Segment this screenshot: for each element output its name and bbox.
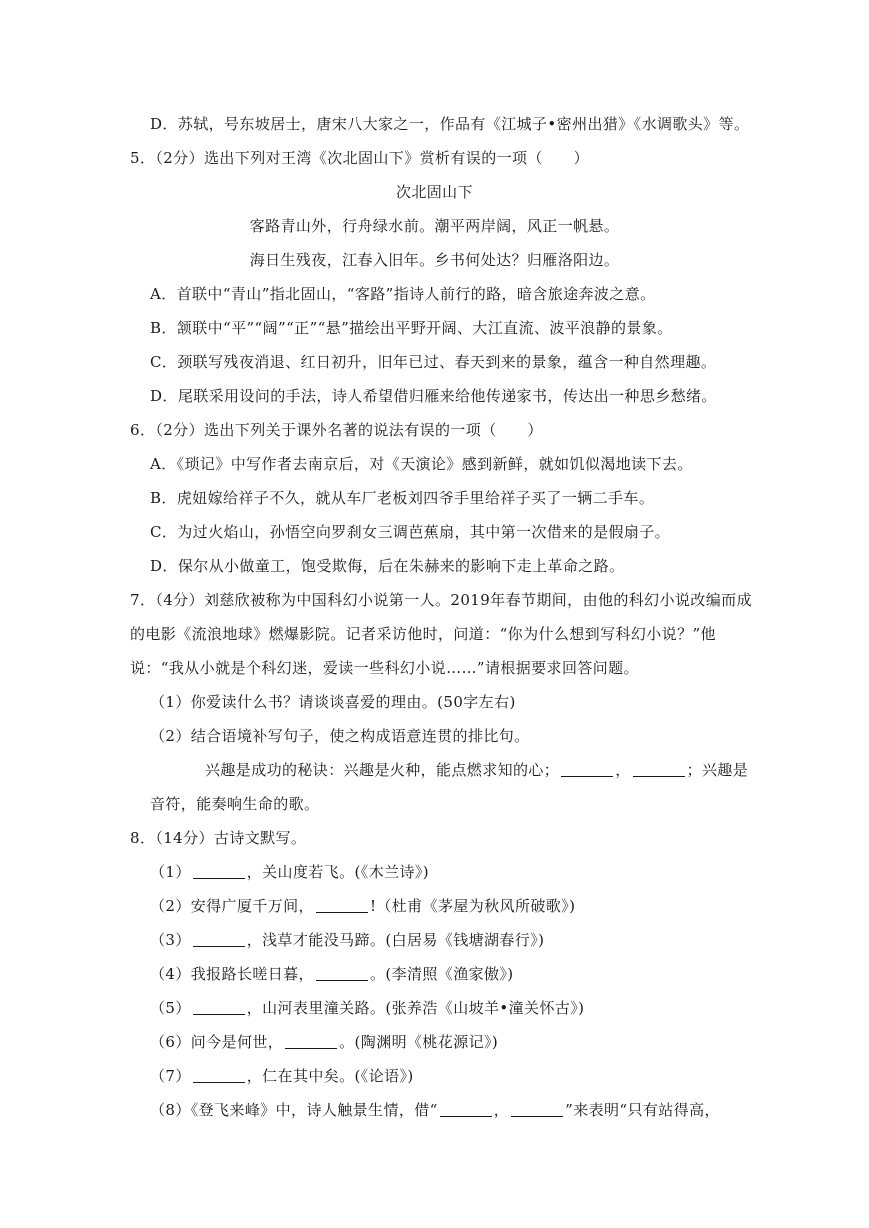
item-text: ，关山度若飞。(《木兰诗》) [246, 863, 430, 881]
answer-blank[interactable] [285, 1034, 337, 1049]
q7-sub-1: （1）你爱读什么书？请谈谈喜爱的理由。(50字左右) [150, 693, 516, 711]
item-text: ，浅草才能没马蹄。(白居易《钱塘湖春行》) [246, 931, 545, 949]
passage-tail: ；兴趣是 [686, 761, 749, 779]
item-text: ，山河表里潼关路。(张养浩《山坡羊•潼关怀古》) [246, 999, 585, 1017]
item-text: 。(李清照《渔家傲》) [369, 965, 514, 983]
passage-separator: ， [615, 761, 631, 779]
item-number: （3） [150, 931, 191, 949]
item-text: 。(陶渊明《桃花源记》) [339, 1033, 499, 1051]
item-text: !（杜甫《茅屋为秋风所破歌》) [369, 897, 576, 915]
question-5-stem: 5．（2分）选出下列对王湾《次北固山下》赏析有误的一项（ ） [130, 149, 589, 167]
answer-blank[interactable] [440, 1102, 492, 1117]
q5-option-a: A．首联中“青山”指北固山，“客路”指诗人前行的路，暗含旅途奔波之意。 [150, 285, 656, 303]
q6-option-c: C．为过火焰山，孙悟空向罗刹女三调芭蕉扇，其中第一次借来的是假扇子。 [150, 523, 671, 541]
q7-sub-2-passage-line-2: 音符，能奏响生命的歌。 [150, 795, 320, 813]
answer-blank[interactable] [316, 898, 368, 913]
q8-item-7 [150, 1066, 414, 1086]
item-text: （8）《登飞来峰》中，诗人触景生情，借“ [150, 1101, 438, 1119]
q7-sub-2: （2）结合语境补写句子，使之构成语意连贯的排比句。 [150, 727, 530, 745]
question-6-stem: 6．（2分）选出下列关于课外名著的说法有误的一项（ ） [130, 421, 543, 439]
item-text: ，仁在其中矣。(《论语》) [246, 1067, 414, 1085]
q5-option-c: C．颈联写残夜消退、红日初升，旧年已过、春天到来的景象，蕴含一种自然理趣。 [150, 353, 717, 371]
question-8-stem: 8．（14分）古诗文默写。 [130, 829, 307, 847]
item-text: （4）我报路长嗟日暮， [150, 965, 314, 983]
poem-line-1: 客路青山外，行舟绿水前。潮平两岸阔，风正一帆悬。 [249, 217, 620, 235]
answer-blank[interactable] [193, 1000, 245, 1015]
poem-title: 次北固山下 [395, 183, 473, 201]
item-separator: ， [493, 1101, 510, 1119]
answer-blank[interactable] [511, 1102, 563, 1117]
item-number: （5） [150, 999, 191, 1017]
q8-item-3 [150, 930, 544, 950]
question-7-line-1: 7．（4分）刘慈欣被称为中国科幻小说第一人。2019年春节期间，由他的科幻小说改编而成 [130, 591, 752, 609]
item-text: （6）问今是何世， [150, 1033, 284, 1051]
item-number: （7） [150, 1067, 191, 1085]
q8-item-1 [150, 862, 429, 882]
item-number: （1） [150, 863, 191, 881]
item-text: ”来表明“只有站得高， [565, 1101, 720, 1119]
q7-sub-2-passage-line-1 [205, 760, 748, 780]
passage-text: 兴趣是成功的秘诀：兴趣是火种，能点燃求知的心； [205, 761, 560, 779]
q8-item-6 [150, 1032, 498, 1052]
q5-option-d: D．尾联采用设问的手法，诗人希望借归雁来给他传递家书，传达出一种思乡愁绪。 [150, 387, 717, 405]
poem-line-2: 海日生残夜，江春入旧年。乡书何处达？归雁洛阳边。 [249, 251, 620, 269]
answer-blank[interactable] [193, 932, 245, 947]
q6-option-b: B．虎妞嫁给祥子不久，就从车厂老板刘四爷手里给祥子买了一辆二手车。 [150, 489, 655, 507]
answer-blank[interactable] [561, 762, 613, 777]
q8-item-8 [150, 1100, 720, 1120]
q5-option-b: B．颔联中“平”“阔”“正”“悬”描绘出平野开阔、大江直流、波平浪静的景象。 [150, 319, 673, 337]
q8-item-4 [150, 964, 514, 984]
answer-blank[interactable] [193, 864, 245, 879]
answer-blank[interactable] [316, 966, 368, 981]
q6-option-d: D．保尔从小做童工，饱受欺侮，后在朱赫来的影响下走上革命之路。 [150, 557, 625, 575]
q8-item-2 [150, 896, 575, 916]
answer-blank[interactable] [193, 1068, 245, 1083]
q4-option-d: D．苏轼，号东坡居士，唐宋八大家之一，作品有《江城子•密州出猎》《水调歌头》等。 [150, 115, 750, 133]
q6-option-a: A．《琐记》中写作者去南京后，对《天演论》感到新鲜，就如饥似渴地读下去。 [150, 455, 693, 473]
item-text: （2）安得广厦千万间， [150, 897, 314, 915]
answer-blank[interactable] [633, 762, 685, 777]
question-7-line-2: 的电影《流浪地球》燃爆影院。记者采访他时，问道：“你为什么想到写科幻小说？”他 [130, 625, 716, 643]
q8-item-5 [150, 998, 584, 1018]
question-7-line-3: 说：“我从小就是个科幻迷，爱读一些科幻小说……”请根据要求回答问题。 [130, 659, 639, 677]
